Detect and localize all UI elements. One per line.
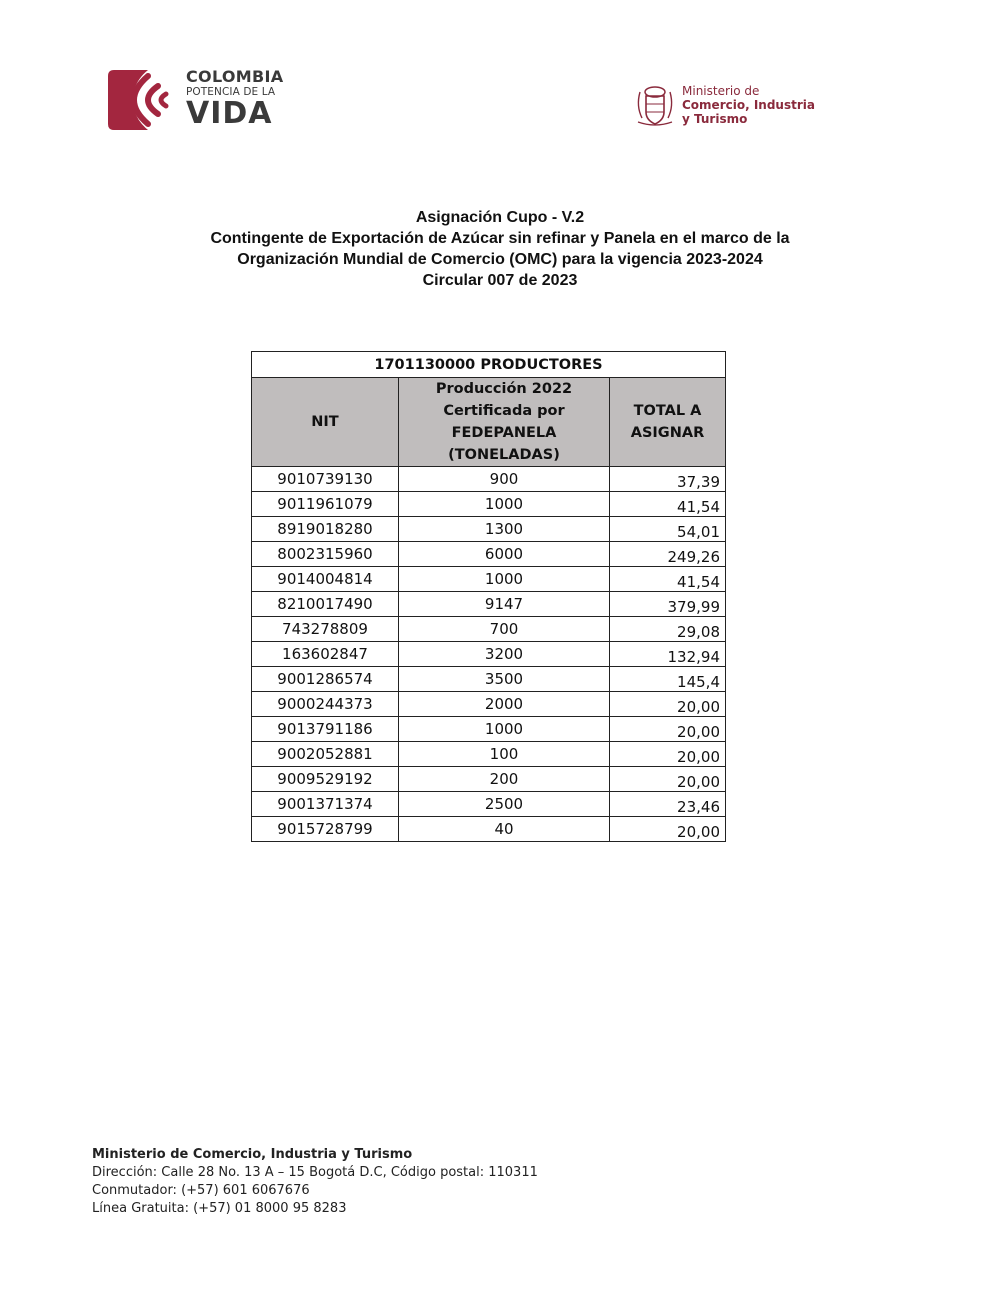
- cell-total-value: 20,00: [677, 748, 720, 766]
- table-row: [252, 817, 726, 842]
- cell-total: [610, 667, 726, 692]
- table-row: [252, 792, 726, 817]
- table-title: 1701130000 PRODUCTORES: [252, 352, 726, 378]
- allocation-table: [251, 351, 726, 842]
- header-total-line-1: TOTAL A: [633, 403, 702, 419]
- brand-line-colombia: COLOMBIA: [186, 67, 284, 86]
- cell-nit: 9015728799: [252, 817, 399, 842]
- cell-total-value: 20,00: [677, 773, 720, 791]
- footer-address: Dirección: Calle 28 No. 13 A – 15 Bogotá D.C, Código postal: 110311: [92, 1165, 538, 1180]
- table-row: [252, 492, 726, 517]
- brand-line-potencia: POTENCIA DE LA: [186, 86, 276, 98]
- header-produccion-line-3: FEDEPANELA: [451, 425, 557, 441]
- cell-nit: 9002052881: [252, 742, 399, 767]
- cell-total: [610, 592, 726, 617]
- cell-total: [610, 492, 726, 517]
- header-produccion: [399, 378, 610, 467]
- ministerio-text: [682, 84, 815, 126]
- header-total-line-2: ASIGNAR: [630, 425, 705, 441]
- cell-total-value: 41,54: [677, 498, 720, 516]
- ministerio-line-1: Ministerio de: [682, 84, 760, 98]
- header-total: [610, 378, 726, 467]
- cell-total-value: 37,39: [677, 473, 720, 491]
- cell-nit: 9001371374: [252, 792, 399, 817]
- cell-produccion: 6000: [399, 542, 610, 567]
- cell-total: [610, 742, 726, 767]
- cell-nit: 8919018280: [252, 517, 399, 542]
- cell-produccion: 3200: [399, 642, 610, 667]
- cell-total: [610, 517, 726, 542]
- title-line-2: Contingente de Exportación de Azúcar sin refinar y Panela en el marco de la: [210, 230, 790, 247]
- cell-produccion: 1000: [399, 717, 610, 742]
- cell-nit: 163602847: [252, 642, 399, 667]
- cell-produccion: 1000: [399, 492, 610, 517]
- table-header-row: [252, 378, 726, 467]
- table-row: [252, 592, 726, 617]
- title-line-1: Asignación Cupo - V.2: [415, 209, 585, 226]
- table-row: [252, 467, 726, 492]
- footer-phone: Conmutador: (+57) 601 6067676: [92, 1183, 310, 1198]
- cell-total: [610, 617, 726, 642]
- table-row: [252, 742, 726, 767]
- cell-nit: 9014004814: [252, 567, 399, 592]
- header-produccion-line-1: Producción 2022: [435, 381, 573, 397]
- cell-nit: 9010739130: [252, 467, 399, 492]
- cell-nit: 9001286574: [252, 667, 399, 692]
- cell-total-value: 29,08: [677, 623, 720, 641]
- coat-of-arms-icon: [632, 82, 678, 128]
- footer-ministry-name: Ministerio de Comercio, Industria y Turismo: [92, 1147, 413, 1162]
- page-footer: [92, 1146, 538, 1218]
- cell-produccion: 100: [399, 742, 610, 767]
- cell-produccion: 9147: [399, 592, 610, 617]
- cell-nit: 743278809: [252, 617, 399, 642]
- cell-nit: 8002315960: [252, 542, 399, 567]
- colombia-potencia-de-la-vida-logo: [108, 68, 283, 134]
- cell-produccion: 1000: [399, 567, 610, 592]
- cell-nit: 9011961079: [252, 492, 399, 517]
- cell-produccion: 200: [399, 767, 610, 792]
- ministerio-logo: [632, 82, 822, 130]
- cell-total: [610, 692, 726, 717]
- header-produccion-line-2: Certificada por: [443, 403, 565, 419]
- table-row: [252, 542, 726, 567]
- cell-total-value: 145,4: [677, 673, 720, 691]
- cell-total: [610, 717, 726, 742]
- cell-total: [610, 567, 726, 592]
- table-row: [252, 617, 726, 642]
- cell-nit: 9000244373: [252, 692, 399, 717]
- table-row: [252, 717, 726, 742]
- cell-produccion: 2500: [399, 792, 610, 817]
- cell-total: [610, 642, 726, 667]
- table-title-row: [252, 352, 726, 378]
- table-row: [252, 517, 726, 542]
- cell-total: [610, 467, 726, 492]
- cell-total-value: 249,26: [667, 548, 720, 566]
- cell-total: [610, 792, 726, 817]
- title-line-4: Circular 007 de 2023: [422, 272, 578, 289]
- cell-total-value: 54,01: [677, 523, 720, 541]
- brand-line-vida: VIDA: [186, 96, 273, 131]
- table-row: [252, 667, 726, 692]
- header-nit: NIT: [252, 378, 399, 467]
- title-line-3: Organización Mundial de Comercio (OMC) para la vigencia 2023-2024: [237, 251, 763, 268]
- cell-produccion: 3500: [399, 667, 610, 692]
- cell-nit: 9013791186: [252, 717, 399, 742]
- colombia-brand-text: [186, 68, 283, 130]
- cell-produccion: 900: [399, 467, 610, 492]
- cell-total-value: 23,46: [677, 798, 720, 816]
- cell-total-value: 41,54: [677, 573, 720, 591]
- cell-nit: 9009529192: [252, 767, 399, 792]
- colombia-potencia-de-la-vida-logo-icon: [108, 68, 178, 132]
- ministerio-line-3: y Turismo: [682, 112, 748, 126]
- ministerio-line-2: Comercio, Industria: [682, 98, 815, 112]
- cell-total-value: 20,00: [677, 823, 720, 841]
- cell-produccion: 2000: [399, 692, 610, 717]
- cell-total-value: 20,00: [677, 698, 720, 716]
- table-row: [252, 767, 726, 792]
- cell-nit: 8210017490: [252, 592, 399, 617]
- header-produccion-line-4: (TONELADAS): [448, 447, 560, 463]
- cell-total-value: 379,99: [667, 598, 720, 616]
- cell-produccion: 700: [399, 617, 610, 642]
- table-body: [252, 467, 726, 842]
- cell-total: [610, 817, 726, 842]
- table-row: [252, 642, 726, 667]
- cell-total-value: 20,00: [677, 723, 720, 741]
- document-title: [150, 207, 850, 291]
- cell-produccion: 40: [399, 817, 610, 842]
- footer-toll-free: Línea Gratuita: (+57) 01 8000 95 8283: [92, 1201, 347, 1216]
- table-row: [252, 692, 726, 717]
- cell-total-value: 132,94: [667, 648, 720, 666]
- cell-total: [610, 542, 726, 567]
- table-row: [252, 567, 726, 592]
- cell-total: [610, 767, 726, 792]
- cell-produccion: 1300: [399, 517, 610, 542]
